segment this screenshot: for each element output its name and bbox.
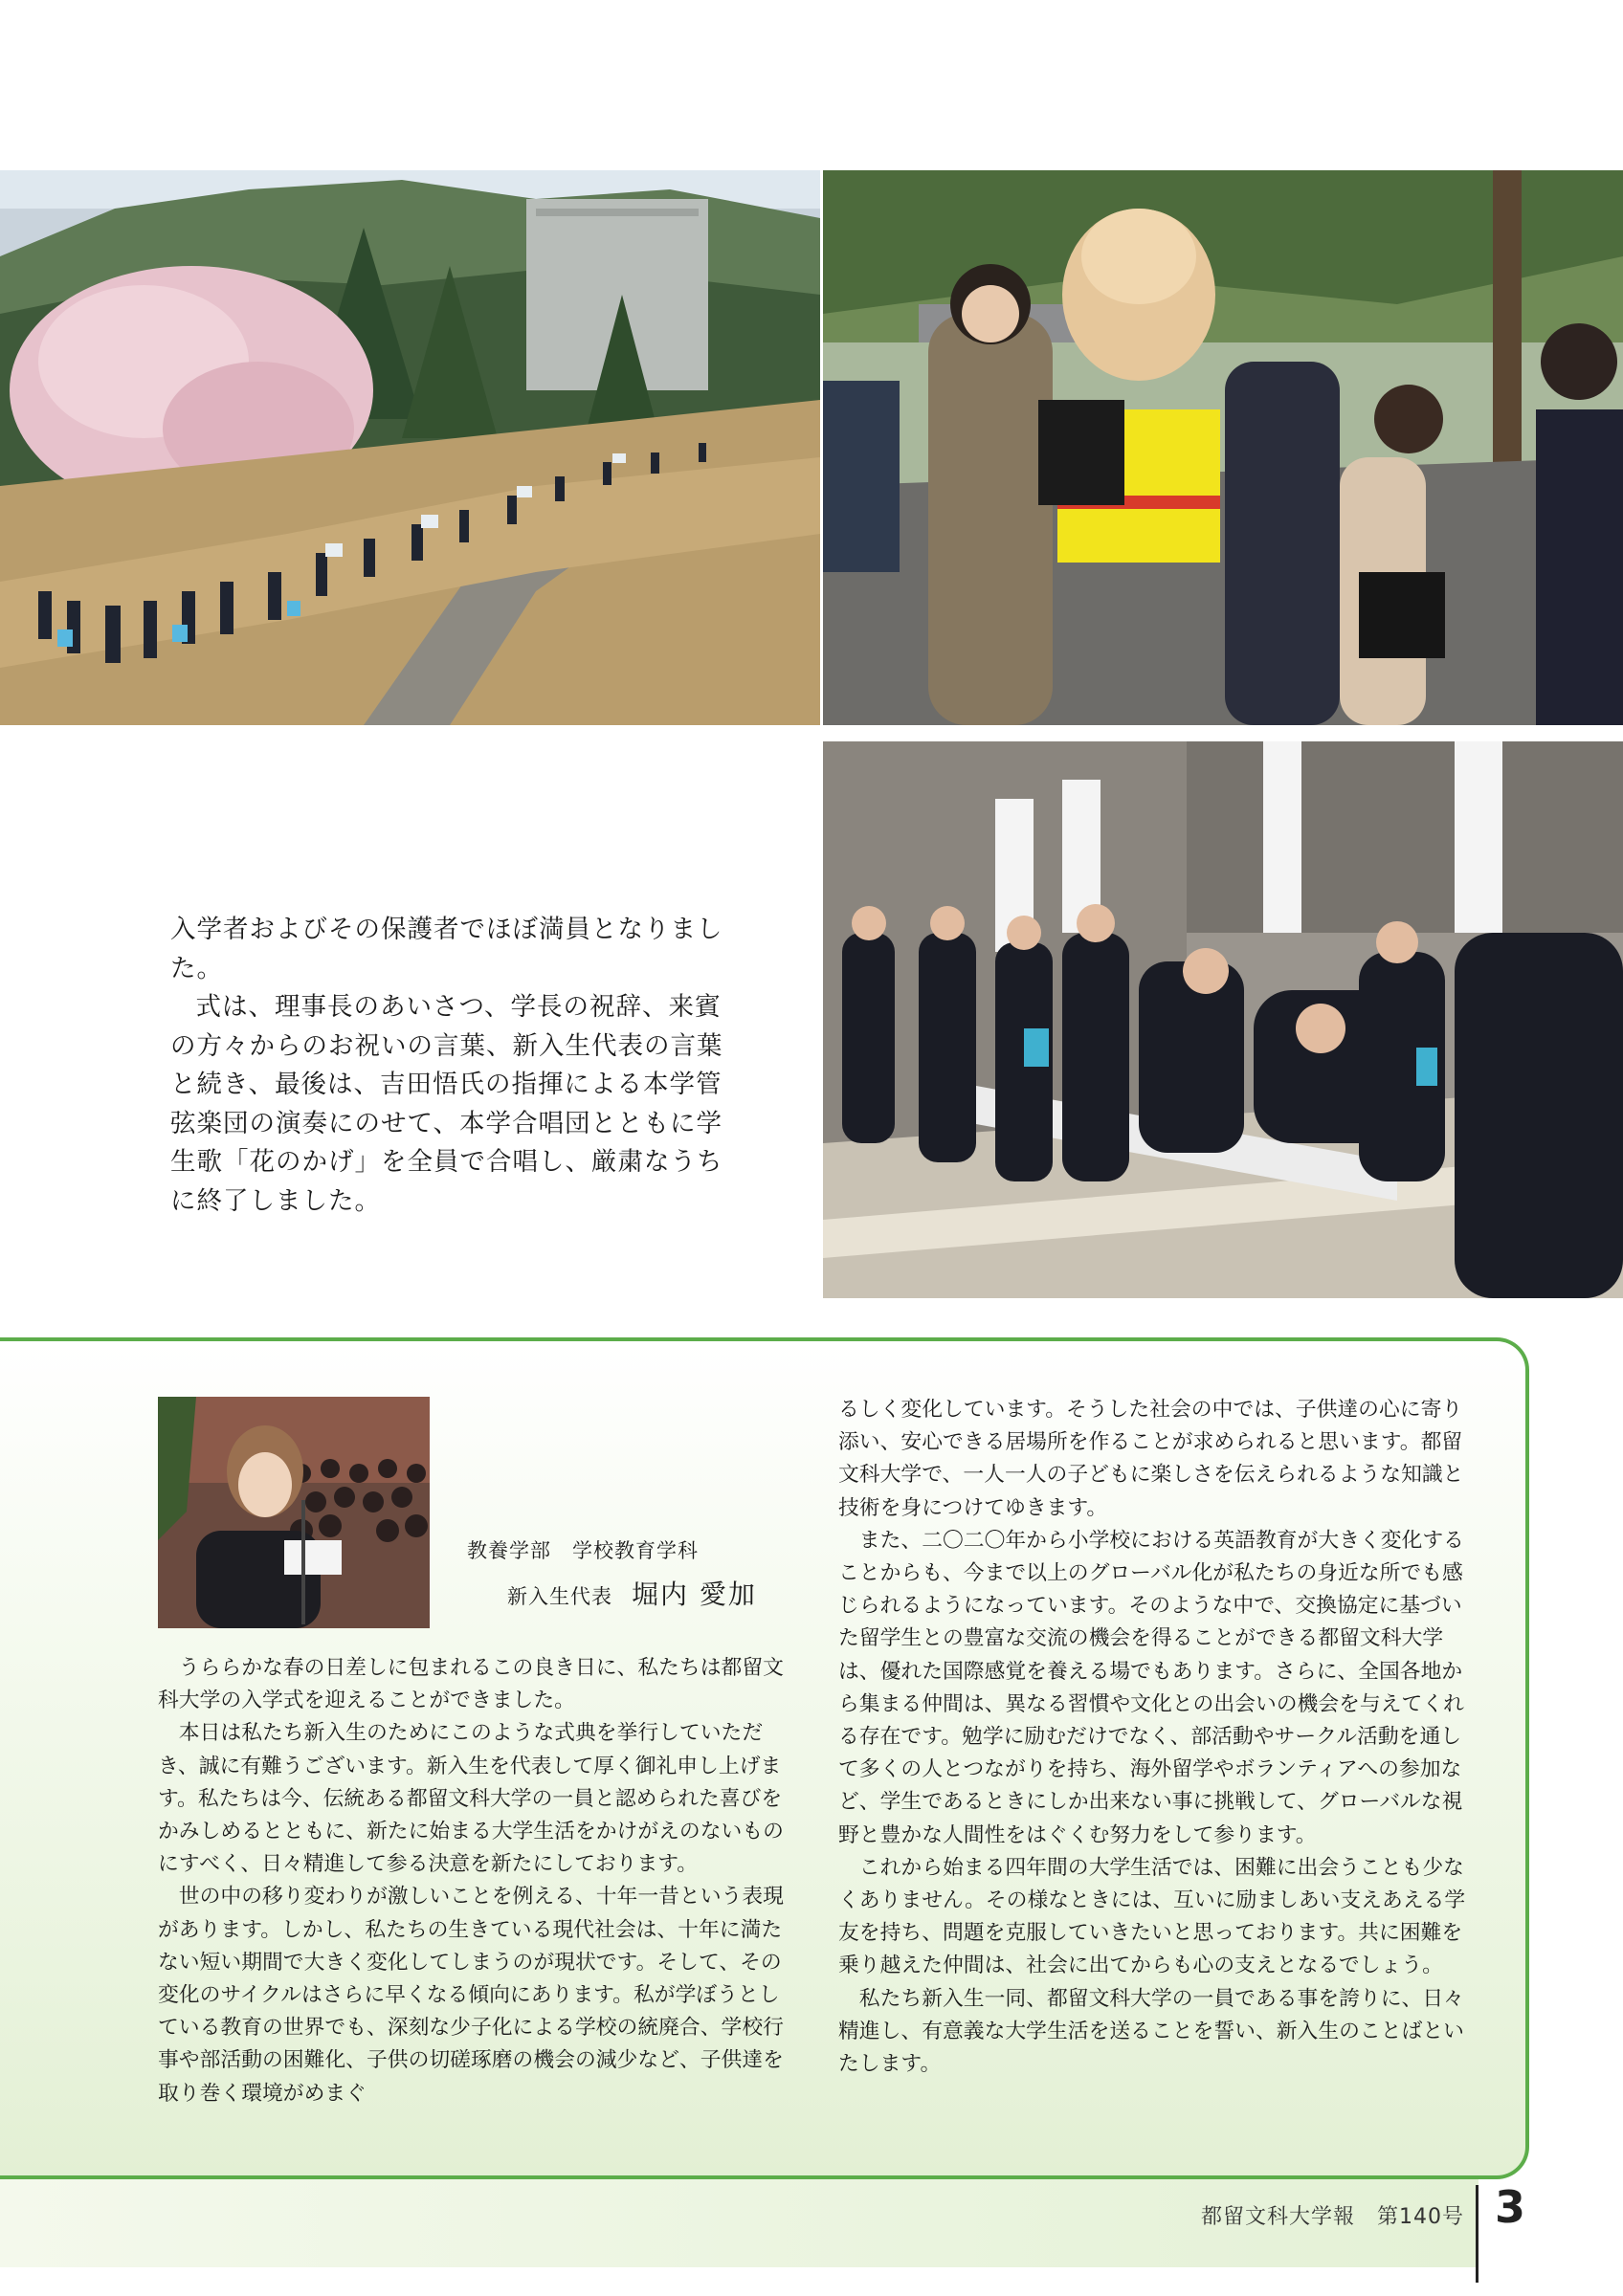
campus-cherry-blossom-photo: [0, 170, 820, 725]
speech-column-right: [838, 1394, 1472, 2081]
publication-title: 都留文科大学報 第140号: [1201, 2205, 1464, 2229]
page-number: 3: [1495, 2181, 1526, 2233]
footer-divider: [1476, 2185, 1478, 2283]
intro-paragraph: 式は、理事長のあいさつ、学長の祝辞、来賓の方々からのお祝いの言葉、新入生代表の言葉と続き、最後は、吉田悟氏の指揮による本学管弦楽団の演奏にのせて、本学合唱団とともに学生歌「花のかげ」を全員で合唱し、厳粛なうちに終了しました。: [170, 992, 723, 1216]
intro-paragraph: 入学者およびその保護者でほぼ満員となりました。: [170, 915, 723, 983]
club-mascot-photo: [823, 170, 1623, 725]
speech-paragraph: また、二〇二〇年から小学校における英語教育が大きく変化することからも、今まで以上のグローバル化が私たちの身近な所でも感じられるようになっています。そのような中で、交換協定に基づいた留学生との豊富な交流の機会を得ることができる都留文科大学は、優れた国際感覚を養える場でもあります。さらに、全国各地から集まる仲間は、異なる習慣や文化との出会いの機会を与えてくれる存在です。勉学に励むだけでなく、部活動やサークル活動を通して多くの人とつながりを持ち、海外留学やボランティアへの参加など、学生であるときにしか出来ない事に挑戦して、グローバルな視野と豊かな人間性をはぐくむ努力をして参ります。: [838, 1528, 1464, 1847]
speaker-caption: [467, 1535, 757, 1612]
speaker-department: 教養学部 学校教育学科: [467, 1539, 699, 1562]
speech-paragraph: 本日は私たち新入生のためにこのような式典を挙行していただき、誠に有難うございます。新入生を代表して厚く御礼申し上げます。私たちは今、伝統ある都留文科大学の一員と認められた喜びをかみしめるとともに、新たに始まる大学生活をかけがえのないものにすべく、日々精進して参る決意を新たにしております。: [158, 1721, 784, 1877]
speaker-role-line: [467, 1574, 757, 1612]
speaker-name: 堀内 愛加: [632, 1578, 757, 1610]
speech-paragraph: うららかな春の日差しに包まれるこの良き日に、私たちは都留文科大学の入学式を迎えることができました。: [158, 1656, 784, 1713]
speech-paragraph: 私たち新入生一同、都留文科大学の一員である事を誇りに、日々精進し、有意義な大学生活を送ることを誓い、新入生のことばといたします。: [838, 1986, 1464, 2077]
speech-column-left: [158, 1652, 789, 2110]
speech-paragraph: るしく変化しています。そうした社会の中では、子供達の心に寄り添い、安心できる居場所を作ることが求められると思います。都留文科大学で、一人一人の子どもに楽しさを伝えられるような知識と技術を身につけてゆきます。: [838, 1398, 1464, 1520]
reception-desk-photo: [823, 741, 1623, 1298]
ceremony-intro-text: [170, 911, 745, 1221]
speech-paragraph: これから始まる四年間の大学生活では、困難に出会うことも少なくありません。その様なときには、互いに励ましあい支えあえる学友を持ち、問題を克服していきたいと思っております。共に困難を乗り越えた仲間は、社会に出てからも心の支えとなるでしょう。: [838, 1855, 1466, 1978]
speech-paragraph: 世の中の移り変わりが激しいことを例える、十年一昔という表現があります。しかし、私たちの生きている現代社会は、十年に満たない短い期間で大きく変化してしまうのが現状です。そして、その変化のサイクルはさらに早くなる傾向にあります。私が学ぼうとしている教育の世界でも、深刻な少子化による学校の統廃合、学校行事や部活動の困難化、子供の切磋琢磨の機会の減少など、子供達を取り巻く環境がめまぐ: [158, 1885, 784, 2106]
speaker-portrait-photo: [158, 1397, 430, 1628]
speaker-role: 新入生代表: [507, 1585, 612, 1608]
